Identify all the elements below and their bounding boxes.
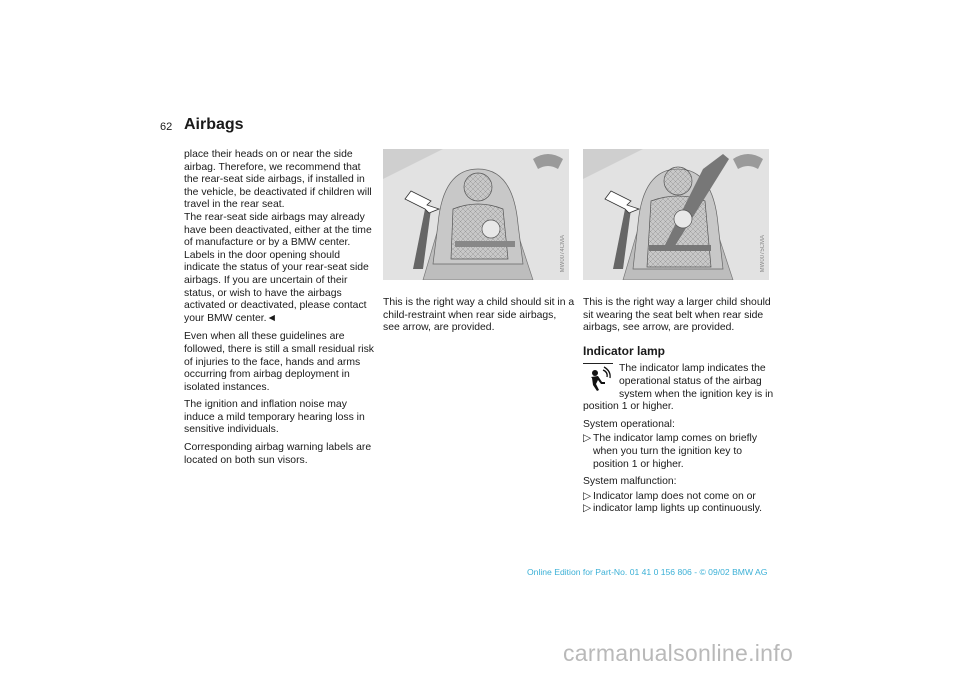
figure-caption: This is the right way a child should sit in a child-restraint when rear side airbags, see arrow, are provided. — [383, 297, 575, 334]
paragraph: place their heads on or near the side airbag. Therefore, we recommend that the rear-seat side airbags, if installed in the vehicle, be deactivated if children will travel in the rear seat. — [184, 149, 372, 211]
list-item — [583, 433, 778, 471]
indicator-lamp-description: The indicator lamp indicates the operational status of the airbag system when the ignition key is in position 1 or higher. — [583, 363, 774, 413]
section-title: Airbags — [184, 116, 244, 133]
list-item-text: Indicator lamp does not come on or — [593, 490, 756, 502]
operational-label: System operational: — [583, 418, 675, 430]
column-right — [583, 297, 778, 516]
child-seat-illustration — [383, 149, 569, 280]
list-item — [583, 491, 778, 504]
paragraph: The rear-seat side airbags may already have been deactivated, either at the time of manufacture or by a BMW center. Labels in the door opening should indicate the status of your rear-seat side airbags. If you are uncertain of their status, or wish to have the airbags activated or deactivated, please contact your BMW center.◄ — [184, 211, 372, 324]
bullet-arrow-icon: ▷ — [583, 503, 591, 515]
paragraph: Corresponding airbag warning labels are located on both sun visors. — [184, 442, 372, 466]
list-item — [583, 503, 778, 516]
paragraph: The ignition and inflation noise may induce a mild temporary hearing loss in sensitive individuals. — [184, 399, 365, 436]
figure-code: MW0075CMA — [760, 234, 766, 272]
footer-edition-note: Online Edition for Part-No. 01 41 0 156 806 - © 09/02 BMW AG — [527, 567, 768, 577]
paragraph: Even when all these guidelines are followed, there is still a small residual risk of injuries to the face, hands and arms occurring from airbag deployment in isolated instances. — [184, 331, 374, 393]
seatbelt-child-illustration — [583, 149, 769, 280]
child-seat-drawing — [383, 149, 569, 280]
column-middle — [383, 297, 575, 340]
airbag-person-icon — [583, 363, 613, 394]
page-number: 62 — [160, 121, 173, 133]
bullet-arrow-icon: ▷ — [583, 433, 591, 445]
list-item-text: indicator lamp lights up continuously. — [593, 503, 763, 515]
indicator-lamp-heading: Indicator lamp — [583, 343, 666, 358]
figure-code: MW0074CMA — [560, 234, 566, 272]
indicator-lamp-section — [583, 363, 778, 413]
list-item-text: The indicator lamp comes on briefly when you turn the ignition key to position 1 or higher. — [593, 433, 758, 470]
seatbelt-child-drawing — [583, 149, 769, 280]
site-watermark: carmanualsonline.info — [563, 640, 794, 666]
malfunction-label: System malfunction: — [583, 476, 677, 488]
column-left — [184, 149, 376, 472]
bullet-arrow-icon: ▷ — [583, 490, 591, 502]
figure-caption: This is the right way a larger child should sit wearing the seat belt when rear side airbags, see arrow, are provided. — [583, 297, 771, 334]
